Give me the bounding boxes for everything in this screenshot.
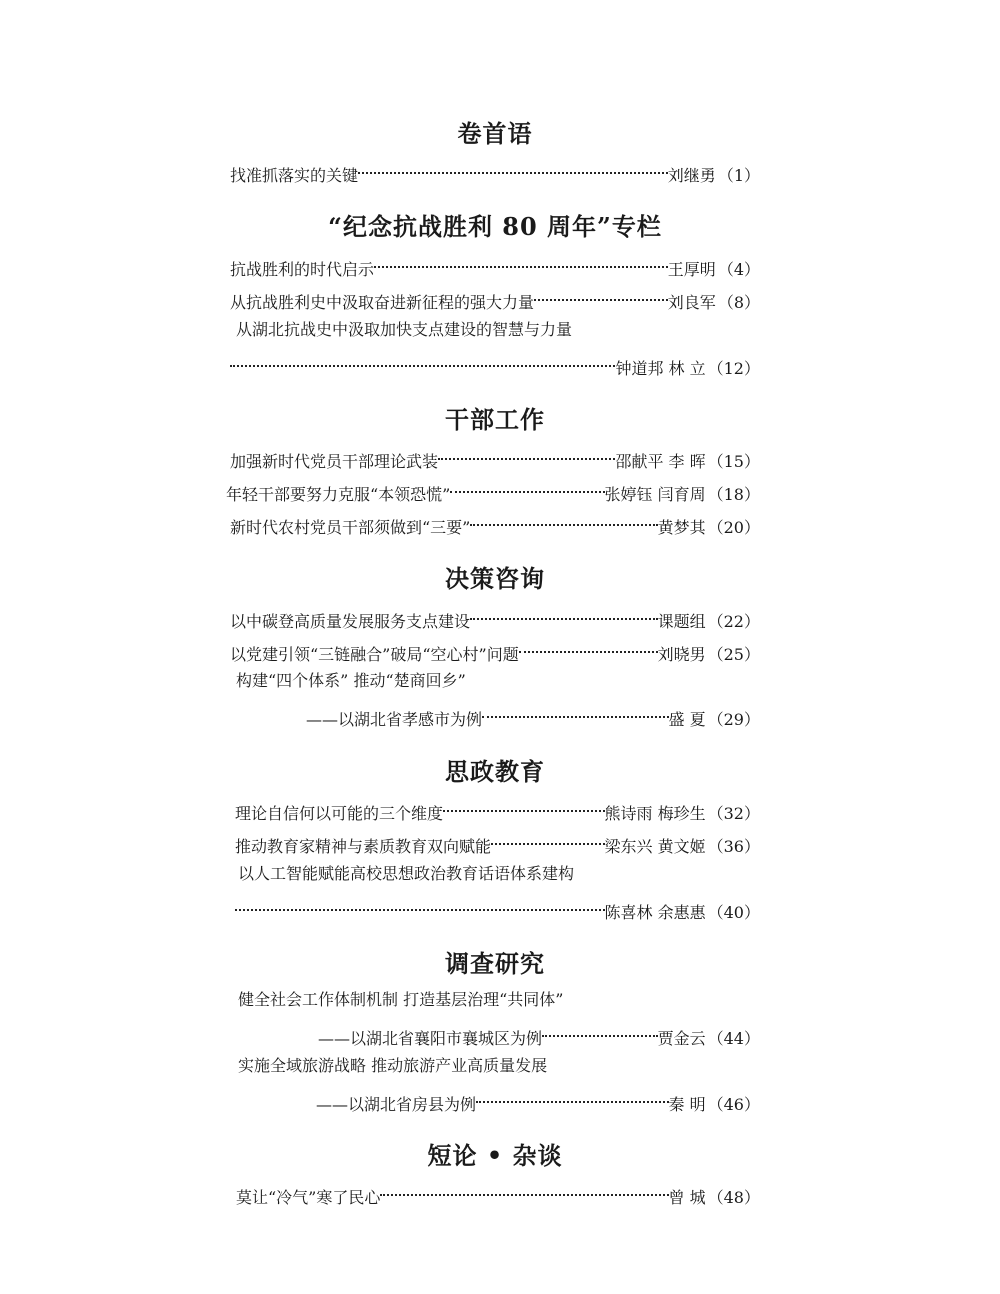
toc-entry[interactable] xyxy=(230,352,760,378)
dot-leader xyxy=(542,1022,658,1044)
section-heading: 决策咨询 xyxy=(445,564,545,593)
entry-title: 找准抓落实的关键 xyxy=(230,166,359,185)
section-heading: 干部工作 xyxy=(445,405,545,434)
dot-leader xyxy=(491,830,605,852)
dot-leader xyxy=(450,478,604,500)
toc-entry[interactable] xyxy=(230,253,760,279)
entry-page: （32） xyxy=(707,804,760,823)
entry-title[interactable]: 健全社会工作体制机制 打造基层治理“共同体” xyxy=(238,990,564,1009)
dot-leader xyxy=(438,445,615,467)
toc-entry[interactable] xyxy=(230,159,760,185)
section-heading: 卷首语 xyxy=(457,119,533,148)
toc-entry[interactable] xyxy=(230,445,760,471)
entry-page: （18） xyxy=(707,485,760,504)
toc-entry[interactable] xyxy=(235,797,760,823)
entry-author: 贾金云 xyxy=(657,1029,706,1048)
entry-page: （46） xyxy=(707,1095,760,1114)
entry-author: 刘良军 xyxy=(667,293,716,312)
entry-subtitle: ——以湖北省襄阳市襄城区为例 xyxy=(318,1029,543,1048)
dot-leader xyxy=(482,703,669,725)
entry-author: 梁东兴 黄文姬 xyxy=(604,837,706,856)
entry-title[interactable]: 从湖北抗战史中汲取加快支点建设的智慧与力量 xyxy=(236,320,573,339)
entry-author: 盛 夏 xyxy=(668,710,706,729)
entry-subtitle: ——以湖北省孝感市为例 xyxy=(306,710,483,729)
dot-leader xyxy=(230,352,615,374)
toc-entry[interactable] xyxy=(318,1022,760,1048)
toc-entry[interactable] xyxy=(230,286,760,312)
entry-title: 加强新时代党员干部理论武装 xyxy=(230,452,439,471)
entry-author: 钟道邦 林 立 xyxy=(615,359,706,378)
entry-title: 新时代农村党员干部须做到“三要” xyxy=(230,518,471,537)
dot-leader xyxy=(470,511,657,533)
entry-page: （12） xyxy=(707,359,760,378)
entry-page: （22） xyxy=(707,612,760,631)
toc-entry[interactable] xyxy=(316,1088,760,1114)
entry-page: （15） xyxy=(707,452,760,471)
entry-author: 熊诗雨 梅珍生 xyxy=(604,804,706,823)
entry-page: （20） xyxy=(707,518,760,537)
entry-title: 年轻干部要努力克服“本领恐慌” xyxy=(226,485,451,504)
section-heading: “纪念抗战胜利 80 周年”专栏 xyxy=(328,212,662,241)
dot-leader xyxy=(380,1181,668,1203)
section-heading: 短论 • 杂谈 xyxy=(427,1141,563,1170)
entry-title: 理论自信何以可能的三个维度 xyxy=(235,804,444,823)
dot-leader xyxy=(534,286,668,308)
dot-leader xyxy=(235,896,605,918)
section-heading: 思政教育 xyxy=(445,757,545,786)
dot-leader xyxy=(476,1088,669,1110)
entry-page: （44） xyxy=(707,1029,760,1048)
entry-page: （8） xyxy=(717,293,760,312)
entry-page: （29） xyxy=(707,710,760,729)
entry-author: 陈喜林 余惠惠 xyxy=(604,903,706,922)
dot-leader xyxy=(358,159,668,181)
entry-author: 王厚明 xyxy=(667,260,716,279)
toc-entry[interactable] xyxy=(236,1181,760,1207)
entry-page: （48） xyxy=(707,1188,760,1207)
entry-author: 曾 城 xyxy=(668,1188,706,1207)
entry-author: 黄梦其 xyxy=(657,518,706,537)
entry-page: （4） xyxy=(717,260,760,279)
entry-page: （36） xyxy=(707,837,760,856)
entry-title[interactable]: 以人工智能赋能高校思想政治教育话语体系建构 xyxy=(238,864,575,883)
entry-author: 刘晓男 xyxy=(657,645,706,664)
entry-author: 邵献平 李 晖 xyxy=(615,452,706,471)
toc-entry[interactable] xyxy=(235,830,760,856)
entry-subtitle: ——以湖北省房县为例 xyxy=(316,1095,477,1114)
entry-title: 莫让“冷气”寒了民心 xyxy=(236,1188,381,1207)
toc-entry[interactable] xyxy=(306,703,760,729)
dot-leader xyxy=(374,253,668,275)
dot-leader xyxy=(470,605,658,627)
entry-title: 以党建引领“三链融合”破局“空心村”问题 xyxy=(230,645,519,664)
entry-title: 以中碳登高质量发展服务支点建设 xyxy=(230,612,471,631)
toc-entry[interactable] xyxy=(226,478,760,504)
dot-leader xyxy=(519,638,658,660)
entry-page: （1） xyxy=(717,166,760,185)
toc-entry[interactable] xyxy=(230,605,760,631)
dot-leader xyxy=(443,797,605,819)
toc-entry[interactable] xyxy=(230,638,760,664)
entry-title: 从抗战胜利史中汲取奋进新征程的强大力量 xyxy=(230,293,535,312)
toc-entry[interactable] xyxy=(235,896,760,922)
entry-page: （25） xyxy=(707,645,760,664)
entry-title[interactable]: 构建“四个体系” 推动“楚商回乡” xyxy=(236,671,466,690)
entry-title: 抗战胜利的时代启示 xyxy=(230,260,375,279)
entry-author: 课题组 xyxy=(657,612,706,631)
entry-title[interactable]: 实施全域旅游战略 推动旅游产业高质量发展 xyxy=(238,1056,548,1075)
section-heading: 调查研究 xyxy=(445,949,545,978)
entry-author: 秦 明 xyxy=(668,1095,706,1114)
entry-author: 张婷钰 闫育周 xyxy=(604,485,706,504)
entry-page: （40） xyxy=(707,903,760,922)
toc-entry[interactable] xyxy=(230,511,760,537)
entry-author: 刘继勇 xyxy=(667,166,716,185)
entry-title: 推动教育家精神与素质教育双向赋能 xyxy=(235,837,492,856)
